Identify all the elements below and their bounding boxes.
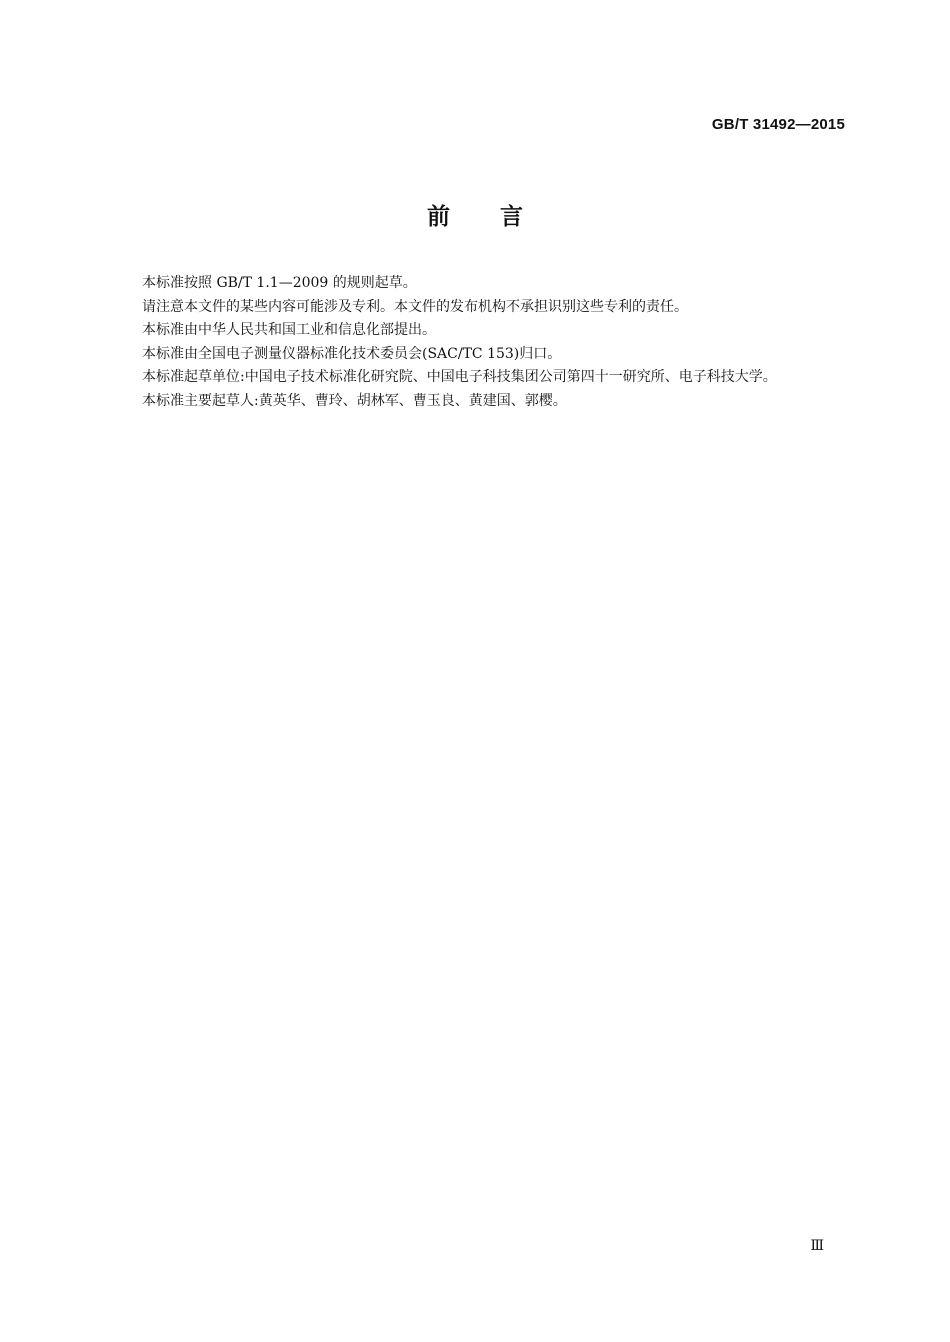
paragraph-proposer: 本标准由中华人民共和国工业和信息化部提出。	[142, 322, 436, 338]
title-part-1: 前	[427, 204, 450, 230]
page-number: Ⅲ	[810, 1239, 824, 1254]
paragraph-drafters: 本标准主要起草人:黄英华、曹玲、胡林军、曹玉良、黄建国、郭樱。	[142, 392, 567, 409]
foreword-body	[112, 272, 845, 413]
title-part-2: 言	[500, 204, 523, 230]
paragraph-patent-notice: 请注意本文件的某些内容可能涉及专利。本文件的发布机构不承担识别这些专利的责任。	[142, 298, 688, 315]
paragraph-drafting-rules: 本标准按照 GB/T 1.1—2009 的规则起草。	[142, 275, 417, 291]
paragraph-drafting-units: 本标准起草单位:中国电子技术标准化研究院、中国电子科技集团公司第四十一研究所、电子科技大学。	[142, 369, 777, 385]
standard-number: GB/T 31492—2015	[711, 116, 845, 133]
page-title	[0, 198, 950, 231]
paragraph-centralizer: 本标准由全国电子测量仪器标准化技术委员会(SAC/TC 153)归口。	[142, 345, 562, 362]
